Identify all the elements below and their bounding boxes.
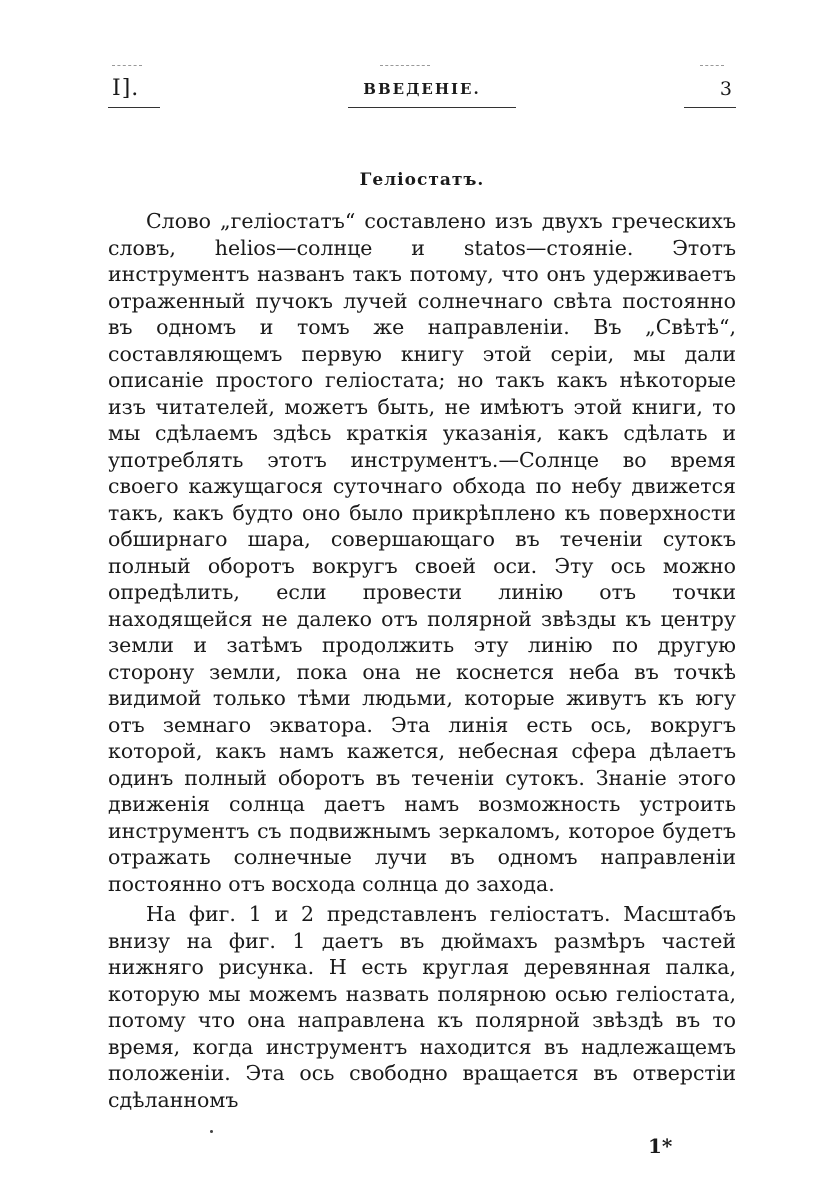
chapter-number: I]. — [112, 76, 140, 101]
top-edge-mark — [380, 65, 430, 66]
ink-dot — [210, 1130, 213, 1133]
running-title: ВВЕДЕНІЕ. — [363, 80, 481, 98]
body-text — [108, 208, 736, 1113]
top-edge-mark — [700, 65, 724, 66]
header-rule — [684, 107, 736, 108]
page-number: 3 — [719, 78, 732, 100]
header-rule — [108, 107, 160, 108]
top-edge-mark — [112, 65, 142, 66]
header-rule — [348, 107, 516, 108]
paragraph: Слово „геліостатъ“ составлено изъ двухъ греческихъ словъ, helios—солнце и statos—стояніе. Этотъ инструментъ названъ такъ потому, что онъ удерживаетъ отраженный пучокъ лучей солнечнаго свѣта постоянно въ одномъ и томъ же направленіи. Въ „Свѣтѣ“, составляющемъ первую книгу этой серіи, мы дали описаніе простого геліостата; но такъ какъ нѣкоторые изъ читателей, можетъ быть, не имѣютъ этой книги, то мы сдѣлаемъ здѣсь краткія указанія, какъ сдѣлать и употреблять этотъ инструментъ.—Солнце во время своего кажущагося суточнаго обхода по небу движется такъ, какъ будто оно было прикрѣплено къ поверхности обширнаго шара, совершающаго въ теченіи сутокъ полный оборотъ вокругъ своей оси. Эту ось можно опредѣлить, если провести линію отъ точки находящейся не далеко отъ полярной звѣзды къ центру земли и затѣмъ продолжить эту линію по другую сторону земли, пока она не коснется неба въ точкѣ видимой только тѣми людьми, которые живутъ къ югу отъ земнаго экватора. Эта линія есть ось, вокругъ которой, какъ намъ кажется, небесная сфера дѣлаетъ одинъ полный оборотъ въ теченіи сутокъ. Знаніе этого движенія солнца даетъ намъ возможность устроить инструментъ съ подвижнымъ зеркаломъ, которое будетъ отражать солнечные лучи въ одномъ направленіи постоянно отъ восхода солнца до захода. — [108, 209, 736, 896]
running-header — [108, 72, 736, 106]
paragraph: На фиг. 1 и 2 представленъ геліостатъ. Масштабъ внизу на фиг. 1 даетъ въ дюймахъ размѣръ частей нижняго рисунка. H есть круглая деревянная палка, которую мы можемъ назвать полярною осью геліостата, потому что она направлена къ полярной звѣздѣ въ то время, когда инструментъ находится въ надлежащемъ положеніи. Эта ось свободно вращается въ отверстіи сдѣланномъ — [108, 902, 736, 1112]
signature-mark: 1* — [648, 1134, 673, 1158]
section-title: Геліостатъ. — [359, 170, 485, 190]
